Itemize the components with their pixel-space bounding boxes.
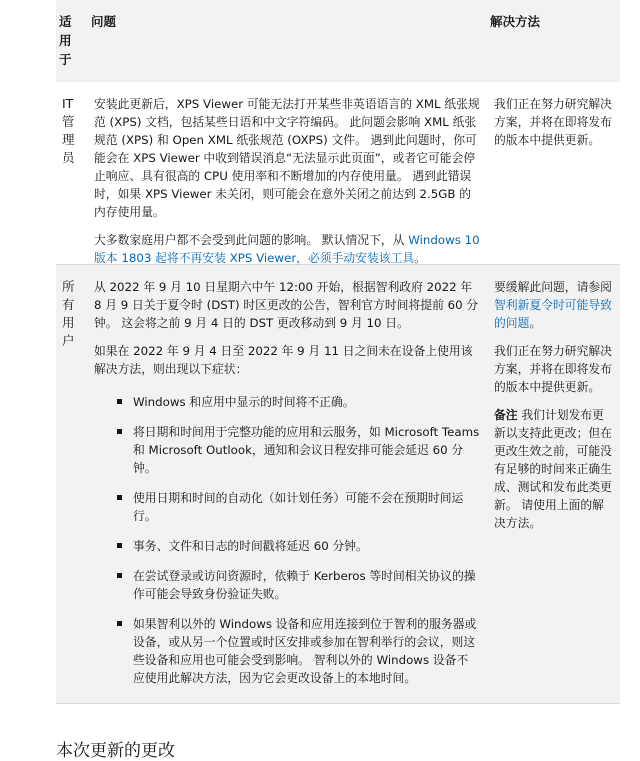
xps-viewer-link[interactable]: Windows 10 版本 1803 起将不再安装 XPS Viewer，必须手动安装该工具 [94,233,480,265]
symptoms-list [94,393,480,687]
table-row [56,82,620,265]
bullet-icon [117,621,122,626]
workaround-paragraph: 要缓解此问题，请参阅智利新夏令时可能导致的问题。 [494,280,612,330]
list-item: 将日期和时间用于完整功能的应用和云服务，如 Microsoft Teams 和 Microsoft Outlook，通知和会议日程安排可能会延迟 60 分钟。 [94,423,480,477]
list-item: 如果智利以外的 Windows 设备和应用连接到位于智利的服务器或设备，或从另一个位置或时区安排或参加在智利举行的会议，则这些设备和应用也可能会受到影响。 智利以外的 Windows 设备不应使用此解决方法，因为它会更改设备上的本地时间。 [94,615,480,687]
bullet-icon [117,399,122,404]
table-header-row [56,0,620,83]
section-heading: 本次更新的更改 [56,741,175,761]
applies-to-cell: IT管理员 [62,96,75,165]
bullet-icon [117,495,122,500]
issue-cell [94,95,480,267]
applies-to-cell: 所有用户 [62,279,75,348]
workaround-cell [494,278,614,532]
list-item: 使用日期和时间的自动化（如计划任务）可能不会在预期时间运行。 [94,489,480,525]
list-item: Windows 和应用中显示的时间将不正确。 [94,393,480,411]
workaround-paragraph: 我们正在努力研究解决方案，并将在即将发布的版本中提供更新。 [494,344,612,394]
header-issue: 问题 [91,14,117,29]
workaround-cell: 我们正在努力研究解决方案，并将在即将发布的版本中提供更新。 [494,97,612,147]
header-applies-to: 适用于 [59,14,72,67]
list-item: 在尝试登录或访问资源时，依赖于 Kerberos 等时间相关协议的操作可能会导致身份验证失败。 [94,567,480,603]
issue-paragraph: 安装此更新后，XPS Viewer 可能无法打开某些非英语语言的 XML 纸张规范 (XPS) 文档，包括某些日语和中文字符编码。 此问题会影响 XML 纸张规范 (XPS) 和 Open XML 纸张规范 (OXPS) 文件。 遇到此问题时，你可能会在 XPS Viewer 中收到错误消息“无法显示此页面”，或者它可能会停止响应、具有很高的 CPU 使用率和不断增加的内存使用量。 遇到此错误时，如果 XPS Viewer 未关闭，则可能会在意外关闭之前达到 2.5GB 的内存使用量。 [94,97,480,219]
bullet-icon [117,543,122,548]
bullet-icon [117,429,122,434]
note-paragraph: 备注 我们计划发布更新以支持此更改；但在更改生效之前，可能没有足够的时间来正确生成、测试和发布此类更新。 请使用上面的解决方法。 [494,408,612,530]
chile-dst-issue-link[interactable]: 智利新夏令时可能导致的问题 [494,298,612,330]
header-workaround: 解决方法 [490,14,541,29]
issue-paragraph: 如果在 2022 年 9 月 4 日至 2022 年 9 月 11 日之间未在设备上使用该解决方法，则出现以下症状： [94,344,473,376]
list-item: 事务、文件和日志的时间戳将延迟 60 分钟。 [94,537,480,555]
table-row [56,265,620,704]
issue-cell [94,278,480,687]
issue-paragraph: 大多数家庭用户都不会受到此问题的影响。 默认情况下，从 Windows 10 版本 1803 起将不再安装 XPS Viewer，必须手动安装该工具。 [94,233,480,265]
bullet-icon [117,573,122,578]
issue-paragraph: 从 2022 年 9 月 10 日星期六中午 12:00 开始，根据智利政府 2022 年 8 月 9 日关于夏令时 (DST) 时区更改的公告，智利官方时间将提前 60 分钟。 这会将之前 9 月 4 日的 DST 更改移动到 9 月 10 日。 [94,280,479,330]
note-label: 备注 [494,408,518,422]
